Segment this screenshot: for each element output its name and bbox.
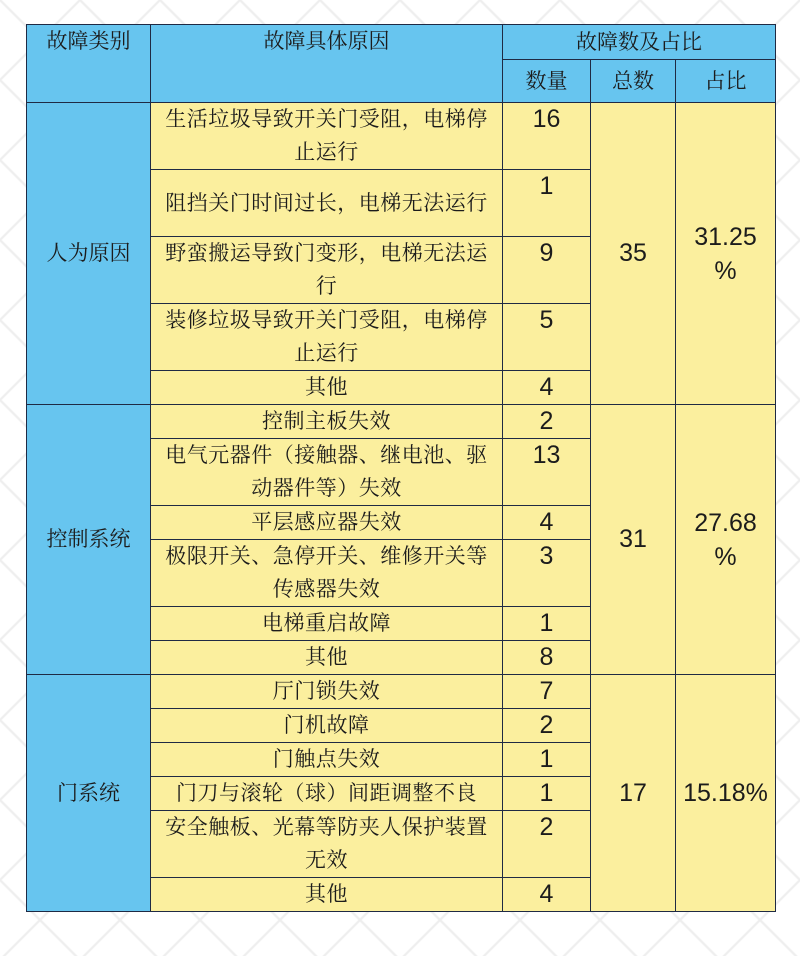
reason-cell: 门刀与滚轮（球）间距调整不良 [151, 777, 503, 811]
reason-cell: 阻挡关门时间过长，电梯无法运行 [151, 170, 503, 237]
total-cell-human: 35 [591, 103, 676, 405]
ratio-percent-sign: % [714, 256, 737, 285]
category-cell-control: 控制系统 [27, 405, 151, 675]
count-cell: 2 [503, 405, 591, 439]
header-total: 总数 [591, 60, 676, 103]
count-cell: 2 [503, 709, 591, 743]
reason-cell: 其他 [151, 371, 503, 405]
ratio-cell-door: 15.18% [676, 675, 776, 912]
count-cell: 1 [503, 607, 591, 641]
count-cell: 4 [503, 878, 591, 912]
table-row [27, 405, 776, 439]
count-cell: 9 [503, 237, 591, 304]
reason-cell: 门触点失效 [151, 743, 503, 777]
count-cell: 2 [503, 811, 591, 878]
ratio-cell-control [676, 405, 776, 675]
reason-cell: 生活垃圾导致开关门受阻，电梯停止运行 [151, 103, 503, 170]
reason-cell: 门机故障 [151, 709, 503, 743]
ratio-percent-sign: % [714, 542, 737, 571]
category-cell-human: 人为原因 [27, 103, 151, 405]
count-cell: 1 [503, 777, 591, 811]
table-row [27, 103, 776, 170]
total-cell-control: 31 [591, 405, 676, 675]
reason-cell: 其他 [151, 641, 503, 675]
count-cell: 13 [503, 439, 591, 506]
header-ratio: 占比 [676, 60, 776, 103]
reason-cell: 其他 [151, 878, 503, 912]
reason-cell: 野蛮搬运导致门变形，电梯无法运行 [151, 237, 503, 304]
reason-cell: 厅门锁失效 [151, 675, 503, 709]
header-category: 故障类别 [27, 25, 151, 103]
count-cell: 16 [503, 103, 591, 170]
ratio-cell-human [676, 103, 776, 405]
total-cell-door: 17 [591, 675, 676, 912]
count-cell: 7 [503, 675, 591, 709]
reason-cell: 安全触板、光幕等防夹人保护装置无效 [151, 811, 503, 878]
header-reason: 故障具体原因 [151, 25, 503, 103]
header-count: 数量 [503, 60, 591, 103]
header-row-1 [27, 25, 776, 60]
reason-cell: 平层感应器失效 [151, 506, 503, 540]
count-cell: 1 [503, 743, 591, 777]
count-cell: 8 [503, 641, 591, 675]
count-cell: 1 [503, 170, 591, 237]
ratio-value: 27.68 [694, 508, 757, 537]
fault-table-container [26, 24, 775, 912]
reason-cell: 控制主板失效 [151, 405, 503, 439]
reason-cell: 电气元器件（接触器、继电池、驱动器件等）失效 [151, 439, 503, 506]
count-cell: 5 [503, 304, 591, 371]
table-row [27, 675, 776, 709]
category-cell-door: 门系统 [27, 675, 151, 912]
header-count-ratio-group: 故障数及占比 [503, 25, 776, 60]
ratio-value: 31.25 [694, 222, 757, 251]
reason-cell: 电梯重启故障 [151, 607, 503, 641]
count-cell: 4 [503, 506, 591, 540]
count-cell: 3 [503, 540, 591, 607]
reason-cell: 装修垃圾导致开关门受阻，电梯停止运行 [151, 304, 503, 371]
count-cell: 4 [503, 371, 591, 405]
reason-cell: 极限开关、急停开关、维修开关等传感器失效 [151, 540, 503, 607]
fault-statistics-table [26, 24, 776, 912]
